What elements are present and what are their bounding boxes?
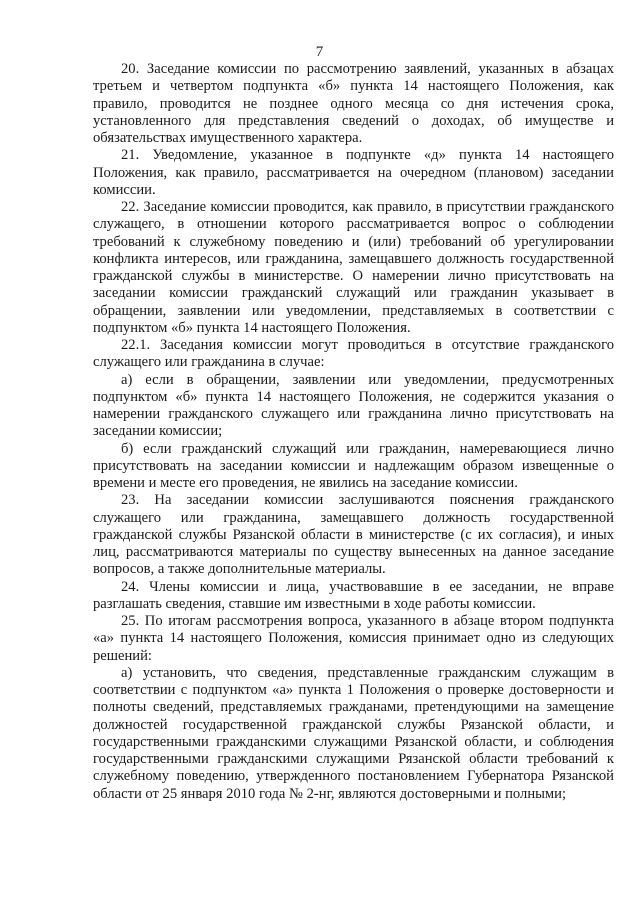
document-body <box>93 61 614 803</box>
paragraph-24: 24. Члены комиссии и лица, участвовавшие в ее заседании, не вправе разглашать сведения, ставшие им известными в ходе работы комиссии. <box>93 578 614 612</box>
paragraph-22-1-b: б) если гражданский служащий или гражданин, намеревающиеся лично присутствовать на заседании комиссии и надлежащим образом извещенные о времени и месте его проведения, не явились на заседание комиссии. <box>93 440 614 491</box>
paragraph-25-a: а) установить, что сведения, представленные гражданским служащим в соответствии с подпунктом «а» пункта 1 Положения о проверке достоверности и полноты сведений, представляемых гражданами, претендующими на замещение должностей государственной гражданской службы Рязанской области, и государственными гражданскими служащими Рязанской области, и соблюдения государственными гражданскими служащими Рязанской области требований к служебному поведению, утвержденного постановлением Губернатора Рязанской области от 25 января 2010 года № 2-нг, являются достоверными и полными; <box>93 664 614 802</box>
paragraph-21: 21. Уведомление, указанное в подпункте «д» пункта 14 настоящего Положения, как правило, рассматривается на очередном (плановом) заседании комиссии. <box>93 147 614 198</box>
paragraph-25: 25. По итогам рассмотрения вопроса, указанного в абзаце втором подпункта «а» пункта 14 настоящего Положения, комиссия принимает одно из следующих решений: <box>93 613 614 664</box>
paragraph-22-1-a: а) если в обращении, заявлении или уведомлении, предусмотренных подпунктом «б» пункта 14 настоящего Положения, не содержится указания о намерении гражданского служащего или гражданина лично присутствовать на заседании комиссии; <box>93 371 614 440</box>
paragraph-23: 23. На заседании комиссии заслушиваются пояснения гражданского служащего или гражданина, замещавшего должность государственной гражданской службы Рязанской области в министерстве (с их согласия), и иных лиц, рассматриваются материалы по существу вынесенных на данное заседание вопросов, а также дополнительные материалы. <box>93 492 614 578</box>
paragraph-22-1: 22.1. Заседания комиссии могут проводиться в отсутствие гражданского служащего или гражданина в случае: <box>93 337 614 371</box>
page-number: 7 <box>315 44 324 60</box>
paragraph-20: 20. Заседание комиссии по рассмотрению заявлений, указанных в абзацах третьем и четвертом подпункта «б» пункта 14 настоящего Положения, как правило, проводится не позднее одного месяца со дня истечения срока, установленного для представления сведений о доходах, об имуществе и обязательствах имущественного характера. <box>93 61 614 146</box>
paragraph-22: 22. Заседание комиссии проводится, как правило, в присутствии гражданского служащего, в отношении которого рассматривается вопрос о соблюдении требований к служебному поведению и (или) требований об урегулировании конфликта интересов, или гражданина, замещавшего должность государственной гражданской службы в министерстве. О намерении лично присутствовать на заседании комиссии гражданский служащий или гражданин указывает в обращении, заявлении или уведомлении, представляемых в соответствии с подпунктом «б» пункта 14 настоящего Положения. <box>93 199 614 336</box>
